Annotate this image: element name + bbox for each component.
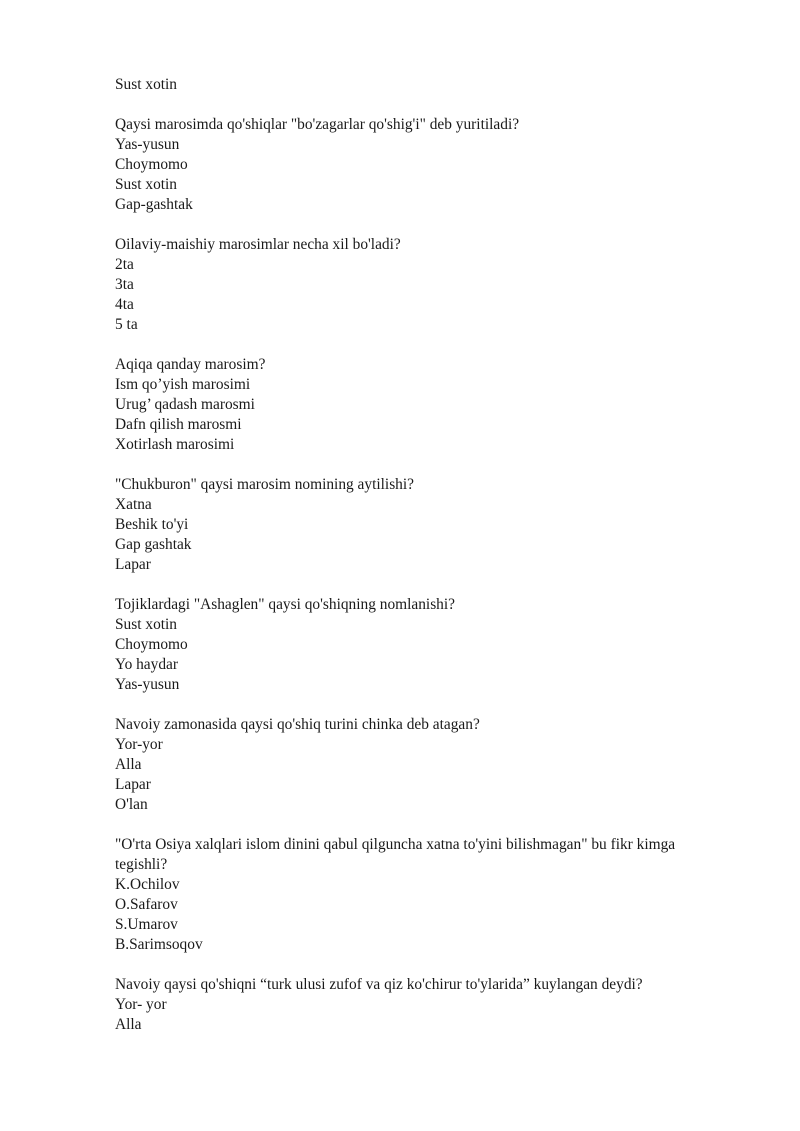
spacer [115,95,715,115]
answer-option: 2ta [115,256,134,273]
spacer [115,455,715,475]
question-block [115,715,715,815]
question-block [115,475,715,575]
answer-option: Yas-yusun [115,136,180,153]
question-block [115,835,715,955]
answer-option: Alla [115,1016,142,1033]
question-text: Qaysi marosimda qo'shiqlar "bo'zagarlar qo'shig'i" deb yuritiladi? [115,116,520,133]
spacer [115,335,715,355]
answer-option: O'lan [115,796,148,813]
spacer [115,695,715,715]
spacer [115,955,715,975]
question-block [115,115,715,215]
answer-option: Yor- yor [115,996,167,1013]
answer-option: K.Ochilov [115,876,180,893]
answer-option: Sust xotin [115,616,178,633]
answer-option: 3ta [115,276,134,293]
question-text: Navoiy zamonasida qaysi qo'shiq turini chinka deb atagan? [115,716,480,733]
answer-option: S.Umarov [115,916,178,933]
question-block [115,975,715,1035]
question-block [115,595,715,695]
answer-option: Gap gashtak [115,536,192,553]
question-block [115,235,715,335]
question-text: "O'rta Osiya xalqlari islom dinini qabul qilguncha xatna to'yini bilishmagan" bu fikr kimga tegishli? [115,836,676,873]
answer-option: O.Safarov [115,896,178,913]
question-block [115,355,715,455]
answer-option: Urug’ qadash marosmi [115,396,255,413]
answer-option: Yas-yusun [115,676,180,693]
answer-option: Choymomo [115,156,188,173]
answer-option: Yo haydar [115,656,178,673]
answer-option: Dafn qilish marosmi [115,416,242,433]
answer-option: 4ta [115,296,134,313]
answer-option: B.Sarimsoqov [115,936,203,953]
question-text: Tojiklardagi "Ashaglen" qaysi qo'shiqning nomlanishi? [115,596,455,613]
answer-option: Lapar [115,776,151,793]
answer-option: Sust xotin [115,176,178,193]
answer-option: Ism qo’yish marosimi [115,376,251,393]
answer-option: Xatna [115,496,152,513]
answer-option: Beshik to'yi [115,516,189,533]
document-page [115,75,715,1035]
spacer [115,815,715,835]
question-text: Oilaviy-maishiy marosimlar necha xil bo'ladi? [115,236,401,253]
answer-option: Sust xotin [115,76,178,93]
question-text: Aqiqa qanday marosim? [115,356,266,373]
answer-option: Gap-gashtak [115,196,193,213]
answer-option: Xotirlash marosimi [115,436,235,453]
answer-option: Choymomo [115,636,188,653]
answer-option: Alla [115,756,142,773]
answer-option: Lapar [115,556,151,573]
question-text: Navoiy qaysi qo'shiqni “turk ulusi zufof va qiz ko'chirur to'ylarida” kuylangan deydi? [115,976,643,993]
answer-option: 5 ta [115,316,138,333]
spacer [115,575,715,595]
spacer [115,215,715,235]
question-text: "Chukburon" qaysi marosim nomining aytilishi? [115,476,414,493]
answer-option: Yor-yor [115,736,163,753]
